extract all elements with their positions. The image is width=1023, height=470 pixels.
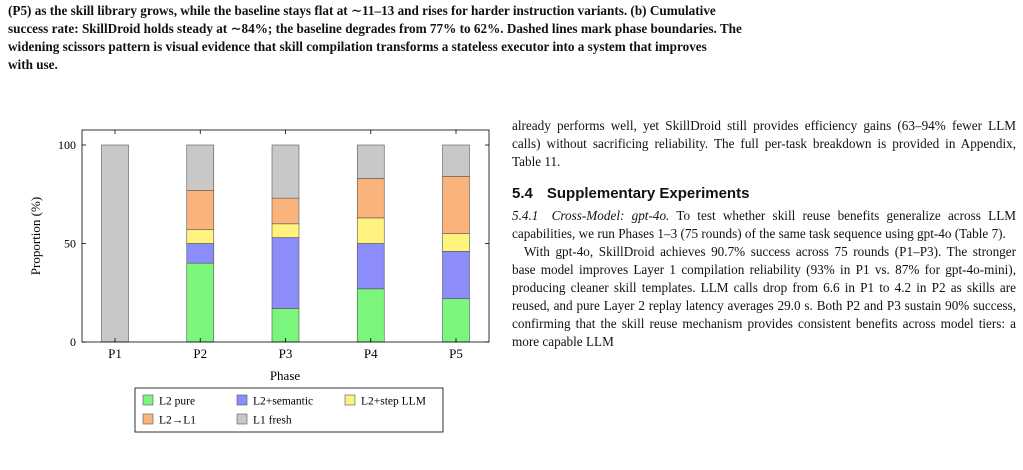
- bar-segment: [187, 244, 214, 264]
- bar-segment: [272, 145, 299, 198]
- body-text-column: [512, 117, 1016, 351]
- section-heading: [512, 185, 1016, 203]
- caption-line: with use.: [8, 57, 58, 72]
- caption-line: widening scissors pattern is visual evidence that skill compilation transforms a stateless executor into a system that improves: [8, 39, 707, 54]
- x-tick-label: P5: [449, 346, 463, 361]
- bar-segment: [187, 230, 214, 244]
- legend-swatch: [143, 395, 153, 405]
- bar-segment: [272, 238, 299, 309]
- bar-segment: [187, 145, 214, 190]
- legend: [135, 388, 443, 432]
- section-number: 5.4: [512, 185, 533, 202]
- bar-segment: [357, 178, 384, 217]
- paragraph: already performs well, yet SkillDroid still provides efficiency gains (63–94% fewer LLM calls) without sacrificing reliability. The full per-task breakdown is provided in Appendix, Table 11.: [512, 118, 1016, 169]
- y-tick-label: 0: [70, 335, 76, 349]
- subsection-text: To test whether skill reuse benefits generalize across LLM capabilities, we run Phases 1–3 (75 rounds) of the same task sequence using gpt-4o (Table 7).: [512, 208, 1016, 241]
- y-axis-label: Proportion (%): [28, 196, 43, 276]
- bar-segment: [272, 198, 299, 224]
- section-title: Supplementary Experiments: [546, 185, 750, 202]
- chart-svg: [0, 115, 500, 465]
- bar-segment: [187, 263, 214, 342]
- legend-label: L2→L1: [159, 414, 197, 427]
- bars-group: [102, 145, 470, 342]
- bar-segment: [443, 299, 470, 342]
- legend-label: L2+step LLM: [361, 395, 426, 408]
- bar-segment: [272, 309, 299, 342]
- caption-line: success rate: SkillDroid holds steady at ∼84%; the baseline degrades from 77% to 62%. Dashed lines mark phase boundaries. The: [8, 21, 742, 36]
- figure-caption: [8, 2, 1013, 74]
- bar-segment: [357, 289, 384, 342]
- x-tick-label: P2: [193, 346, 208, 361]
- bar-segment: [357, 244, 384, 289]
- subsection-paragraph: [512, 207, 1016, 243]
- y-tick-label: 100: [58, 138, 76, 152]
- x-tick-label: P1: [108, 346, 122, 361]
- y-tick-label: 50: [64, 236, 76, 251]
- legend-swatch: [143, 414, 153, 424]
- legend-swatch: [237, 395, 247, 405]
- bar-segment: [357, 218, 384, 244]
- paragraph: With gpt-4o, SkillDroid achieves 90.7% success across 75 rounds (P1–P3). The stronger base model improves Layer 1 compilation reliability (93% in P1 vs. 87% for gpt-4o-mini), producing cleaner skill templates. LLM calls drop from 6.6 in P1 to 4.2 in P2 as skills are reused, and pure Layer 2 replay latency averages 29.0 s. Both P2 and P3 sustain 90% success, confirming that the skill reuse mechanism provides consistent benefits across model tiers: a more capable LLM: [512, 244, 1016, 349]
- bar-segment: [443, 234, 470, 252]
- legend-label: L2 pure: [159, 395, 196, 408]
- x-tick-label: P4: [363, 346, 378, 361]
- legend-swatch: [345, 395, 355, 405]
- bar-segment: [272, 224, 299, 238]
- bar-segment: [443, 251, 470, 298]
- caption-line: (P5) as the skill library grows, while the baseline stays flat at ∼11–13 and rises for harder instruction variants. (b) Cumulative: [8, 3, 716, 18]
- stacked-bar-chart: [0, 115, 500, 465]
- legend-label: L2+semantic: [253, 395, 314, 408]
- x-tick-label: P3: [278, 346, 293, 361]
- bar-segment: [102, 145, 129, 342]
- subsection-title: Cross-Model: gpt-4o.: [551, 208, 670, 223]
- bar-segment: [187, 190, 214, 229]
- x-axis-label: Phase: [269, 368, 301, 383]
- bar-segment: [357, 145, 384, 178]
- bar-segment: [443, 145, 470, 177]
- subsection-number: 5.4.1: [512, 208, 539, 223]
- bar-segment: [443, 177, 470, 234]
- legend-label: L1 fresh: [253, 414, 292, 427]
- legend-swatch: [237, 414, 247, 424]
